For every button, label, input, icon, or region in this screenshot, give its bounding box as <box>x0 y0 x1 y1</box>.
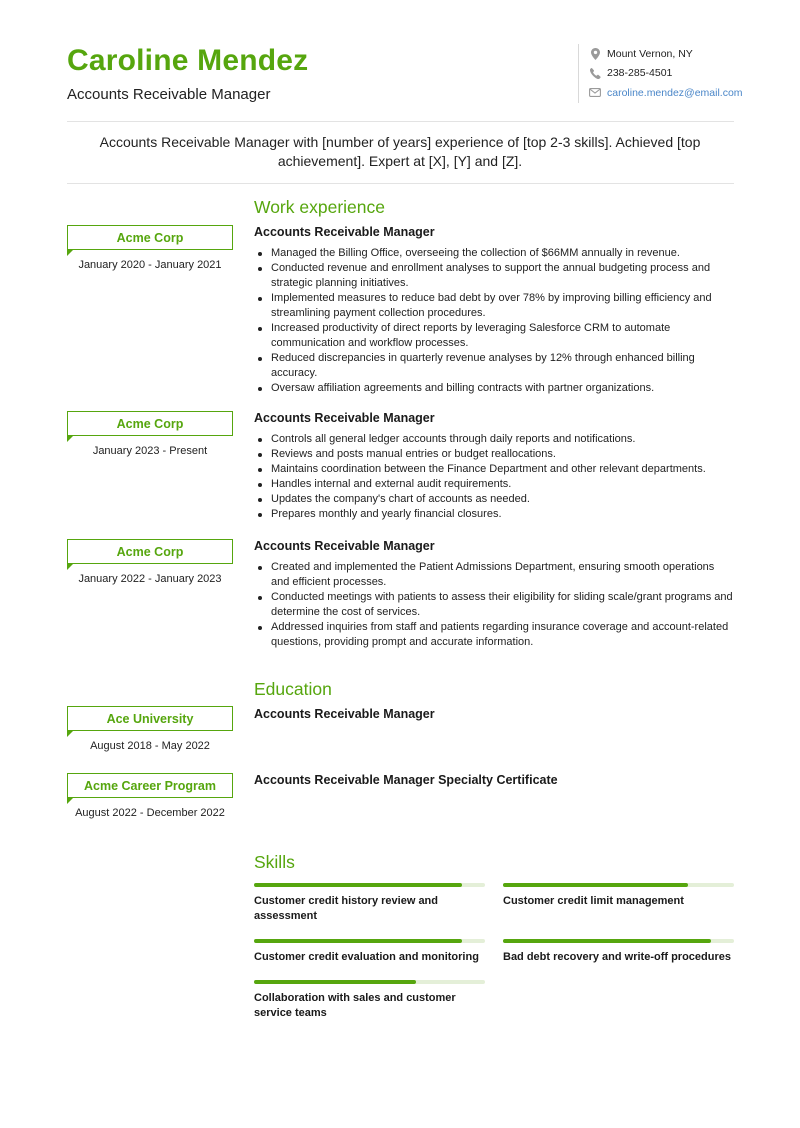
skill-item <box>254 939 485 965</box>
email-link[interactable]: caroline.mendez@email.com <box>607 86 743 99</box>
header-divider <box>67 121 734 122</box>
skill-item <box>254 883 485 924</box>
job-title: Accounts Receivable Manager <box>254 539 435 553</box>
job-org: Acme Corp <box>116 230 184 245</box>
summary-divider <box>67 183 734 184</box>
job-bullet: Controls all general ledger accounts through daily reports and notifications. <box>254 432 734 447</box>
skill-level-bar <box>254 939 485 943</box>
location-text: Mount Vernon, NY <box>607 47 693 60</box>
skill-level-bar <box>254 883 485 887</box>
job-bullet: Updates the company's chart of accounts as needed. <box>254 492 734 507</box>
job-bullet: Prepares monthly and yearly financial closures. <box>254 507 734 522</box>
candidate-role: Accounts Receivable Manager <box>67 86 271 103</box>
contact-location <box>588 44 758 64</box>
job-bullet: Addressed inquiries from staff and patients regarding insurance coverage and account-related questions, providing prompt and accurate information. <box>254 620 734 650</box>
skill-label: Customer credit limit management <box>503 895 684 907</box>
summary-text: Accounts Receivable Manager with [number of years] experience of [top 2-3 skills]. Achieved [top achievement]. Expert at [X], [Y] and [Z]. <box>99 134 701 169</box>
skill-label: Customer credit evaluation and monitoring <box>254 951 479 963</box>
education-org-tag <box>67 706 233 731</box>
job-title: Accounts Receivable Manager <box>254 225 435 239</box>
education-title: Accounts Receivable Manager <box>254 707 435 721</box>
tag-corner <box>67 249 74 256</box>
job-bullet: Maintains coordination between the Finance Department and other relevant departments. <box>254 462 734 477</box>
job-bullet: Reviews and posts manual entries or budget reallocations. <box>254 447 734 462</box>
skill-level-fill <box>254 939 462 943</box>
candidate-name: Caroline Mendez <box>67 44 309 77</box>
education-org: Ace University <box>106 711 194 726</box>
education-org-tag <box>67 773 233 798</box>
skill-level-fill <box>254 883 462 887</box>
skill-level-fill <box>254 980 416 984</box>
job-bullet: Managed the Billing Office, overseeing the collection of $66MM annually in revenue. <box>254 246 734 261</box>
job-title: Accounts Receivable Manager <box>254 411 435 425</box>
contact-email[interactable] <box>588 83 758 103</box>
job-bullet: Implemented measures to reduce bad debt by over 78% by improving billing efficiency and streamlining payment collection procedures. <box>254 291 734 321</box>
education-title: Accounts Receivable Manager Specialty Certificate <box>254 773 558 787</box>
tag-corner <box>67 435 74 442</box>
job-org: Acme Corp <box>116 544 184 559</box>
skill-level-bar <box>254 980 485 984</box>
job-bullet: Conducted meetings with patients to assess their eligibility for sliding scale/grant programs and determine the cost of services. <box>254 590 734 620</box>
job-dates: January 2020 - January 2021 <box>78 259 222 271</box>
tag-corner <box>67 797 74 804</box>
job-bullets <box>254 560 734 650</box>
job-bullet: Oversaw affiliation agreements and billing contracts with partner organizations. <box>254 381 734 396</box>
skill-item <box>254 980 485 1021</box>
skill-level-fill <box>503 939 711 943</box>
skill-level-fill <box>503 883 688 887</box>
education-dates: August 2022 - December 2022 <box>75 807 225 819</box>
job-dates: January 2022 - January 2023 <box>78 573 222 585</box>
job-org-tag <box>67 539 233 564</box>
job-org-tag <box>67 225 233 250</box>
job-bullet: Conducted revenue and enrollment analyses to support the annual budgeting process and strategic planning initiatives. <box>254 261 734 291</box>
map-pin-icon <box>588 47 602 61</box>
job-org: Acme Corp <box>116 416 184 431</box>
skill-level-bar <box>503 883 734 887</box>
tag-corner <box>67 730 74 737</box>
skill-level-bar <box>503 939 734 943</box>
contact-phone <box>588 64 758 84</box>
education-section-title: Education <box>254 679 332 699</box>
job-org-tag <box>67 411 233 436</box>
skill-label: Bad debt recovery and write-off procedures <box>503 951 731 963</box>
job-bullet: Handles internal and external audit requirements. <box>254 477 734 492</box>
job-bullet: Created and implemented the Patient Admissions Department, ensuring smooth operations and efficient processes. <box>254 560 734 590</box>
job-bullet: Reduced discrepancies in quarterly revenue analyses by 12% through enhanced billing accuracy. <box>254 351 734 381</box>
job-bullets <box>254 432 734 522</box>
skill-label: Collaboration with sales and customer service teams <box>254 992 456 1019</box>
skill-item <box>503 883 734 909</box>
job-bullet: Increased productivity of direct reports by leveraging Salesforce CRM to automate communication and workflow processes. <box>254 321 734 351</box>
job-dates: January 2023 - Present <box>92 445 208 457</box>
skills-section-title: Skills <box>254 852 295 872</box>
phone-text: 238-285-4501 <box>607 67 673 80</box>
tag-corner <box>67 563 74 570</box>
contact-block <box>578 44 758 103</box>
work-section-title: Work experience <box>254 197 385 217</box>
envelope-icon <box>588 86 602 100</box>
skill-item <box>503 939 734 965</box>
education-dates: August 2018 - May 2022 <box>90 740 210 752</box>
education-org: Acme Career Program <box>83 778 216 793</box>
job-bullets <box>254 246 734 396</box>
skill-label: Customer credit history review and assessment <box>254 895 438 922</box>
phone-icon <box>588 66 602 80</box>
